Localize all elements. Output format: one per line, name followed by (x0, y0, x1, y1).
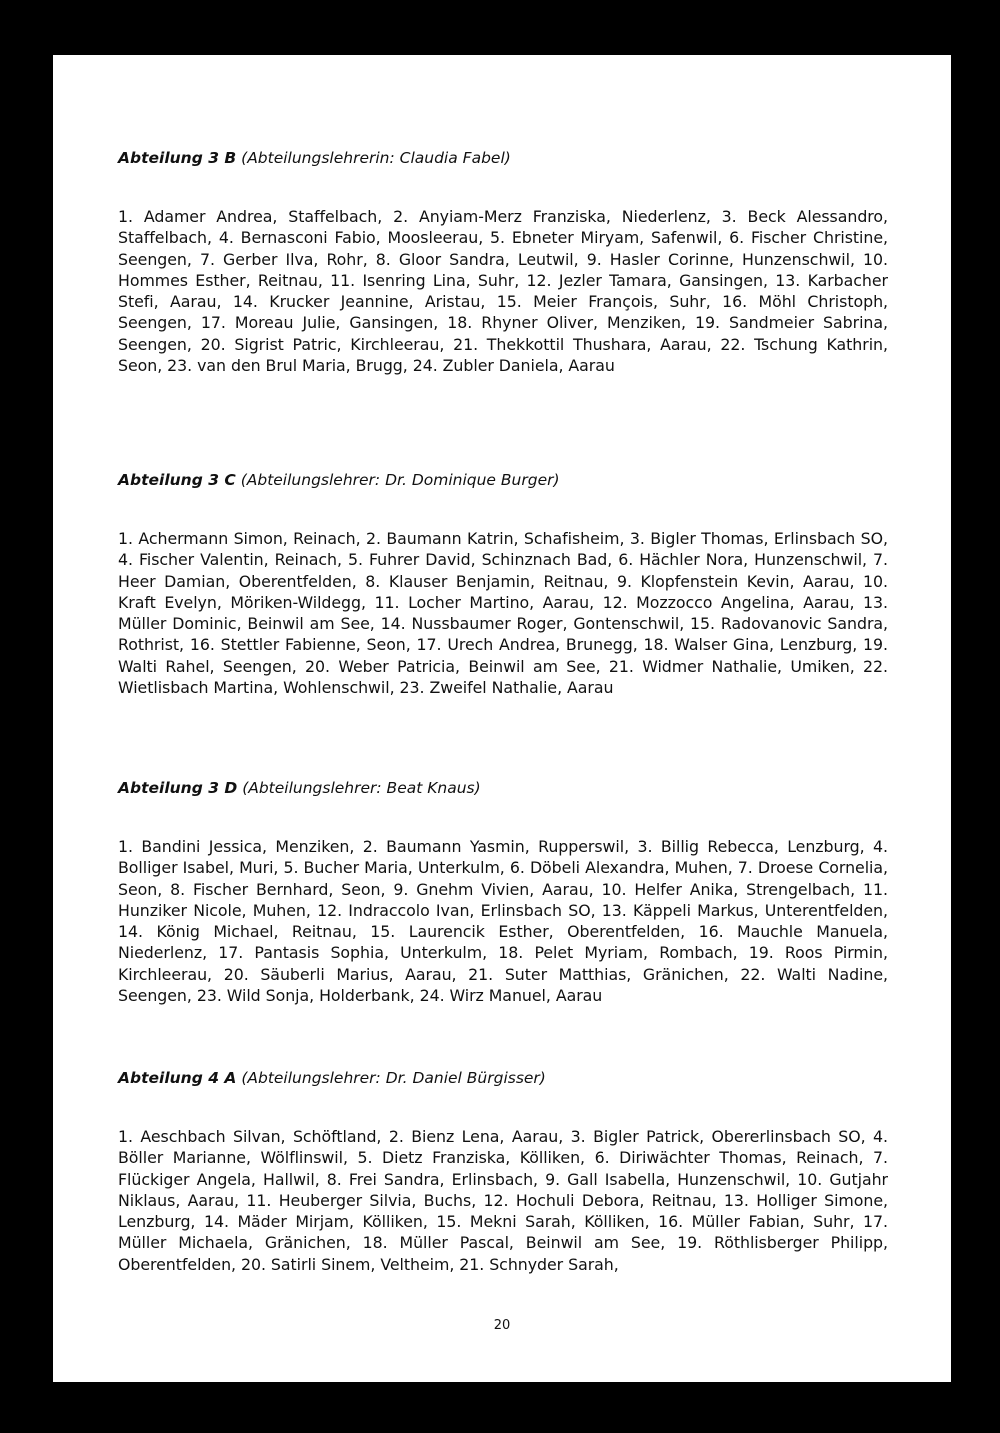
page-number: 20 (493, 1318, 511, 1333)
section-heading (118, 1068, 888, 1088)
student-list: 1. Aeschbach Silvan, Schöftland, 2. Bienz Lena, Aarau, 3. Bigler Patrick, Obererlinsbach SO, 4. Böller Marianne, Wölflinswil, 5. Dietz Franziska, Kölliken, 6. Diriwächter Thomas, Reinach, 7. Flückiger Angela, Hallwil, 8. Frei Sandra, Erlinsbach, 9. Gall Isabella, Hunzenschwil, 10. Gutjahr Niklaus, Aarau, 11. Heuberger Silvia, Buchs, 12. Hochuli Debora, Reitnau, 13. Holliger Simone, Lenzburg, 14. Mäder Mirjam, Kölliken, 15. Mekni Sarah, Kölliken, 16. Müller Fabian, Suhr, 17. Müller Michaela, Gränichen, 18. Müller Pascal, Beinwil am See, 19. Röthlisberger Philipp, Oberentfelden, 20. Satirli Sinem, Veltheim, 21. Schnyder Sarah, (118, 1127, 888, 1274)
section-heading (118, 148, 888, 168)
section-3d (118, 778, 888, 1006)
department-name: Abteilung 4 A (118, 1069, 237, 1087)
student-list: 1. Bandini Jessica, Menziken, 2. Baumann Yasmin, Rupperswil, 3. Billig Rebecca, Lenzburg, 4. Bolliger Isabel, Muri, 5. Bucher Maria, Unterkulm, 6. Döbeli Alexandra, Muhen, 7. Droese Cornelia, Seon, 8. Fischer Bernhard, Seon, 9. Gnehm Vivien, Aarau, 10. Helfer Anika, Strengelbach, 11. Hunziker Nicole, Muhen, 12. Indraccolo Ivan, Erlinsbach SO, 13. Käppeli Markus, Unterentfelden, 14. König Michael, Reitnau, 15. Laurencik Esther, Oberentfelden, 16. Mauchle Manuela, Niederlenz, 17. Pantasis Sophia, Unterkulm, 18. Pelet Myriam, Rombach, 19. Roos Pirmin, Kirchleerau, 20. Säuberli Marius, Aarau, 21. Suter Matthias, Gränichen, 22. Walti Nadine, Seengen, 23. Wild Sonja, Holderbank, 24. Wirz Manuel, Aarau (118, 837, 888, 1006)
teacher-name: (Abteilungslehrer: Dr. Dominique Burger) (240, 471, 560, 489)
section-3c (118, 470, 888, 698)
section-heading (118, 778, 888, 798)
document-page (53, 55, 951, 1382)
department-name: Abteilung 3 B (118, 149, 237, 167)
student-list: 1. Adamer Andrea, Staffelbach, 2. Anyiam-Merz Franziska, Niederlenz, 3. Beck Alessandro, Staffelbach, 4. Bernasconi Fabio, Moosleerau, 5. Ebneter Miryam, Safenwil, 6. Fischer Christine, Seengen, 7. Gerber Ilva, Rohr, 8. Gloor Sandra, Leutwil, 9. Hasler Corinne, Hunzenschwil, 10. Hommes Esther, Reitnau, 11. Isenring Lina, Suhr, 12. Jezler Tamara, Gansingen, 13. Karbacher Stefi, Aarau, 14. Krucker Jeannine, Aristau, 15. Meier François, Suhr, 16. Möhl Christoph, Seengen, 17. Moreau Julie, Gansingen, 18. Rhyner Oliver, Menziken, 19. Sandmeier Sabrina, Seengen, 20. Sigrist Patric, Kirchleerau, 21. Thekkottil Thushara, Aarau, 22. Tschung Kathrin, Seon, 23. van den Brul Maria, Brugg, 24. Zubler Daniela, Aarau (118, 207, 888, 376)
section-heading (118, 470, 888, 490)
teacher-name: (Abteilungslehrerin: Claudia Fabel) (241, 149, 511, 167)
teacher-name: (Abteilungslehrer: Dr. Daniel Bürgisser) (241, 1069, 546, 1087)
department-name: Abteilung 3 C (118, 471, 236, 489)
department-name: Abteilung 3 D (118, 779, 238, 797)
student-list: 1. Achermann Simon, Reinach, 2. Baumann Katrin, Schafisheim, 3. Bigler Thomas, Erlinsbach SO, 4. Fischer Valentin, Reinach, 5. Fuhrer David, Schinznach Bad, 6. Hächler Nora, Hunzenschwil, 7. Heer Damian, Oberentfelden, 8. Klauser Benjamin, Reitnau, 9. Klopfenstein Kevin, Aarau, 10. Kraft Evelyn, Möriken-Wildegg, 11. Locher Martino, Aarau, 12. Mozzocco Angelina, Aarau, 13. Müller Dominic, Beinwil am See, 14. Nussbaumer Roger, Gontenschwil, 15. Radovanovic Sandra, Rothrist, 16. Stettler Fabienne, Seon, 17. Urech Andrea, Brunegg, 18. Walser Gina, Lenzburg, 19. Walti Rahel, Seengen, 20. Weber Patricia, Beinwil am See, 21. Widmer Nathalie, Umiken, 22. Wietlisbach Martina, Wohlenschwil, 23. Zweifel Nathalie, Aarau (118, 529, 888, 698)
teacher-name: (Abteilungslehrer: Beat Knaus) (242, 779, 481, 797)
section-4a (118, 1068, 888, 1275)
section-3b (118, 148, 888, 376)
